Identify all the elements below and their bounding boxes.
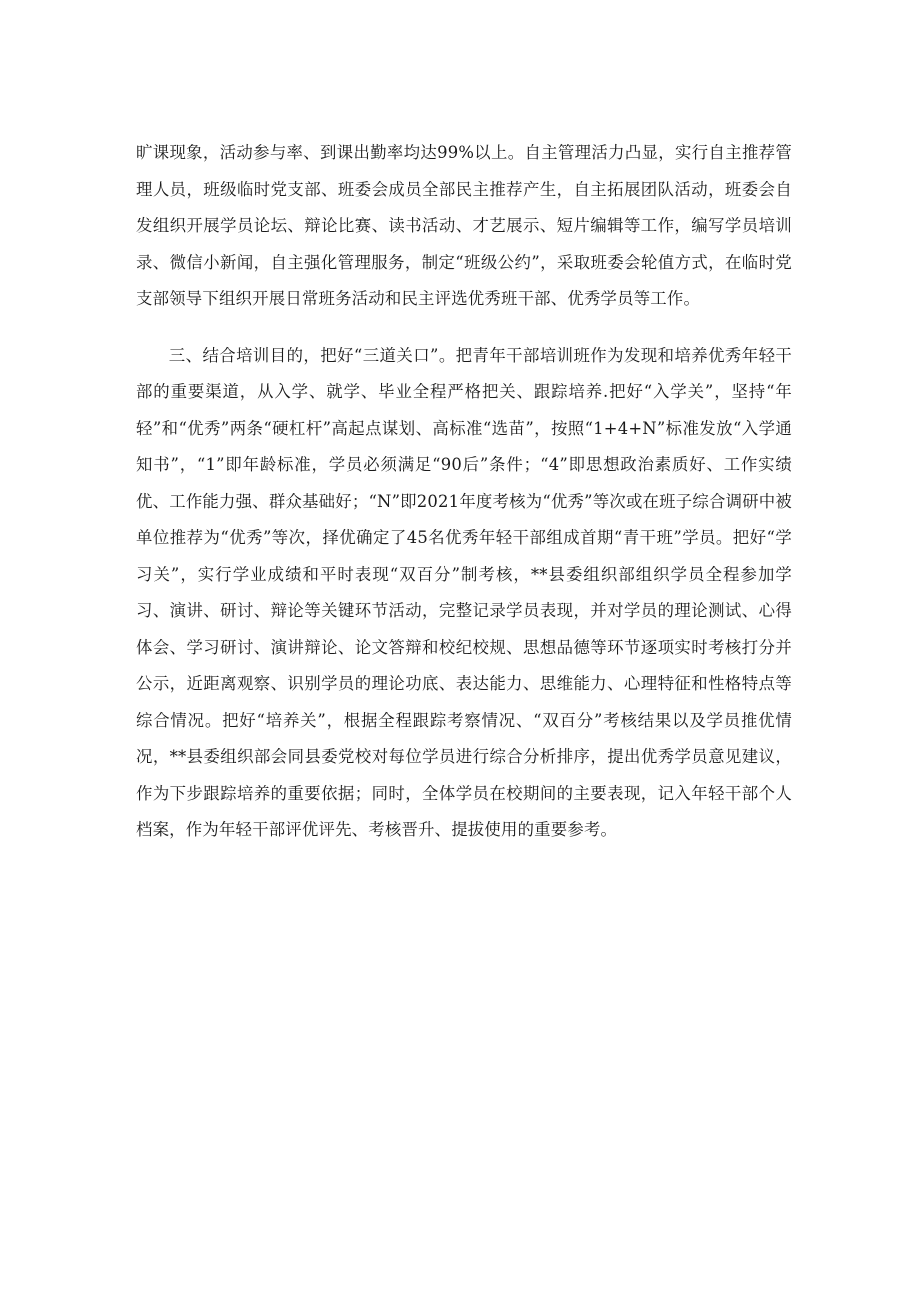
paragraph-section-three: 三、结合培训目的，把好“三道关口”。把青年干部培训班作为发现和培养优秀年轻干部的重要渠道，从入学、就学、毕业全程严格把关、跟踪培养.把好“入学关”，坚持“年轻”和“优秀”两条“硬杠杆”高起点谋划、高标准“选苗”，按照“1+4+N”标准发放“入学通知书”，“1”即年龄标准，学员必须满足“90后”条件；“4”即思想政治素质好、工作实绩优、工作能力强、群众基础好；“N”即2021年度考核为“优秀”等次或在班子综合调研中被单位推荐为“优秀”等次，择优确定了45名优秀年轻干部组成首期“青干班”学员。把好“学习关”，实行学业成绩和平时表现“双百分”制考核，**县委组织部组织学员全程参加学习、演讲、研讨、辩论等关键环节活动，完整记录学员表现，并对学员的理论测试、心得体会、学习研讨、演讲辩论、论文答辩和校纪校规、思想品德等环节逐项实时考核打分并公示，近距离观察、识别学员的理论功底、表达能力、思维能力、心理特征和性格特点等综合情况。把好“培养关”，根据全程跟踪考察情况、“双百分”考核结果以及学员推优情况，**县委组织部会同县委党校对每位学员进行综合分析排序，提出优秀学员意见建议，作为下步跟踪培养的重要依据；同时，全体学员在校期间的主要表现，记入年轻干部个人档案，作为年轻干部评优评先、考核晋升、提拔使用的重要参考。	[136, 345, 792, 839]
document-body	[136, 135, 792, 849]
paragraph-continuation: 旷课现象，活动参与率、到课出勤率均达99%以上。自主管理活力凸显，实行自主推荐管理人员，班级临时党支部、班委会成员全部民主推荐产生，自主拓展团队活动，班委会自发组织开展学员论坛、辩论比赛、读书活动、才艺展示、短片编辑等工作，编写学员培训录、微信小新闻，自主强化管理服务，制定“班级公约”，采取班委会轮值方式，在临时党支部领导下组织开展日常班务活动和民主评选优秀班干部、优秀学员等工作。	[136, 143, 792, 308]
